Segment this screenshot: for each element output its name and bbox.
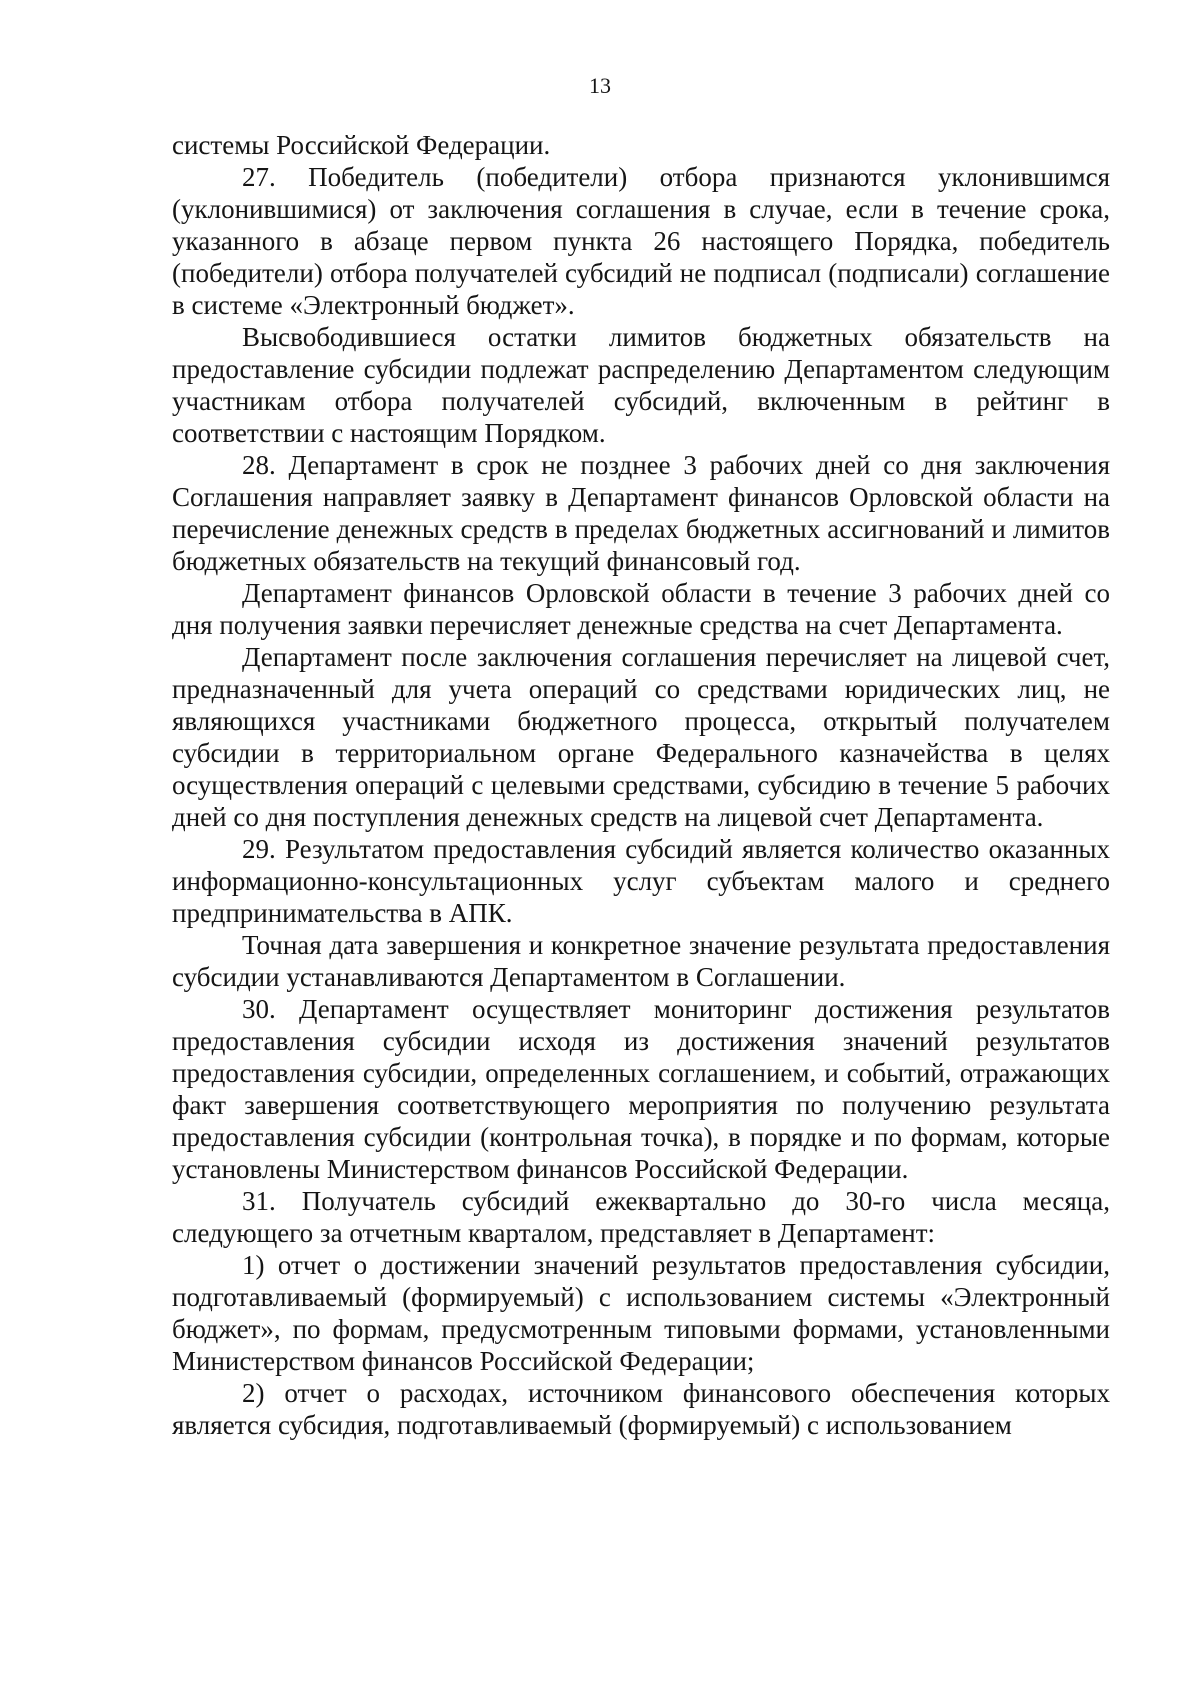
paragraph-clause-27: 27. Победитель (победители) отбора признаются уклонившимся (уклонившимися) от заключения соглашения в случае, если в течение срока, указанного в абзаце первом пункта 26 настоящего Порядка, победитель (победители) отбора получателей субсидий не подписал (подписали) соглашение в системе «Электронный бюджет». <box>172 162 1110 320</box>
paragraph-released-limits: Высвободившиеся остатки лимитов бюджетных обязательств на предоставление субсидии подлежат распределению Департаментом следующим участникам отбора получателей субсидий, включенным в рейтинг в соответствии с настоящим Порядком. <box>172 322 1110 448</box>
paragraph-finance-department-transfer: Департамент финансов Орловской области в течение 3 рабочих дней со дня получения заявки перечисляет денежные средства на счет Департамента. <box>172 578 1110 640</box>
page-number: 13 <box>589 73 611 98</box>
list-item-report-results: 1) отчет о достижении значений результатов предоставления субсидии, подготавливаемый (формируемый) с использованием системы «Электронный бюджет», по формам, предусмотренным типовыми формами, установленными Министерством финансов Российской Федерации; <box>172 1250 1110 1376</box>
paragraph-clause-28: 28. Департамент в срок не позднее 3 рабочих дней со дня заключения Соглашения направляет заявку в Департамент финансов Орловской области на перечисление денежных средств в пределах бюджетных ассигнований и лимитов бюджетных обязательств на текущий финансовый год. <box>172 450 1110 576</box>
paragraph-clause-29: 29. Результатом предоставления субсидий является количество оказанных информационно-консультационных услуг субъектам малого и среднего предпринимательства в АПК. <box>172 834 1110 928</box>
document-body <box>172 129 1110 1441</box>
paragraph-continuation: системы Российской Федерации. <box>172 130 551 160</box>
paragraph-clause-30: 30. Департамент осуществляет мониторинг достижения результатов предоставления субсидии исходя из достижения значений результатов предоставления субсидии, определенных соглашением, и событий, отражающих факт завершения соответствующего мероприятия по получению результата предоставления субсидии (контрольная точка), в порядке и по формам, которые установлены Министерством финансов Российской Федерации. <box>172 994 1110 1184</box>
list-item-report-expenses: 2) отчет о расходах, источником финансового обеспечения которых является субсидия, подготавливаемый (формируемый) с использованием <box>172 1378 1110 1440</box>
paragraph-subsidy-transfer: Департамент после заключения соглашения перечисляет на лицевой счет, предназначенный для учета операций со средствами юридических лиц, не являющихся участниками бюджетного процесса, открытый получателем субсидии в территориальном органе Федерального казначейства в целях осуществления операций с целевыми средствами, субсидию в течение 5 рабочих дней со дня поступления денежных средств на лицевой счет Департамента. <box>172 642 1110 832</box>
paragraph-result-date: Точная дата завершения и конкретное значение результата предоставления субсидии устанавливаются Департаментом в Соглашении. <box>172 930 1110 992</box>
paragraph-clause-31: 31. Получатель субсидий ежеквартально до 30-го числа месяца, следующего за отчетным кварталом, представляет в Департамент: <box>172 1186 1110 1248</box>
